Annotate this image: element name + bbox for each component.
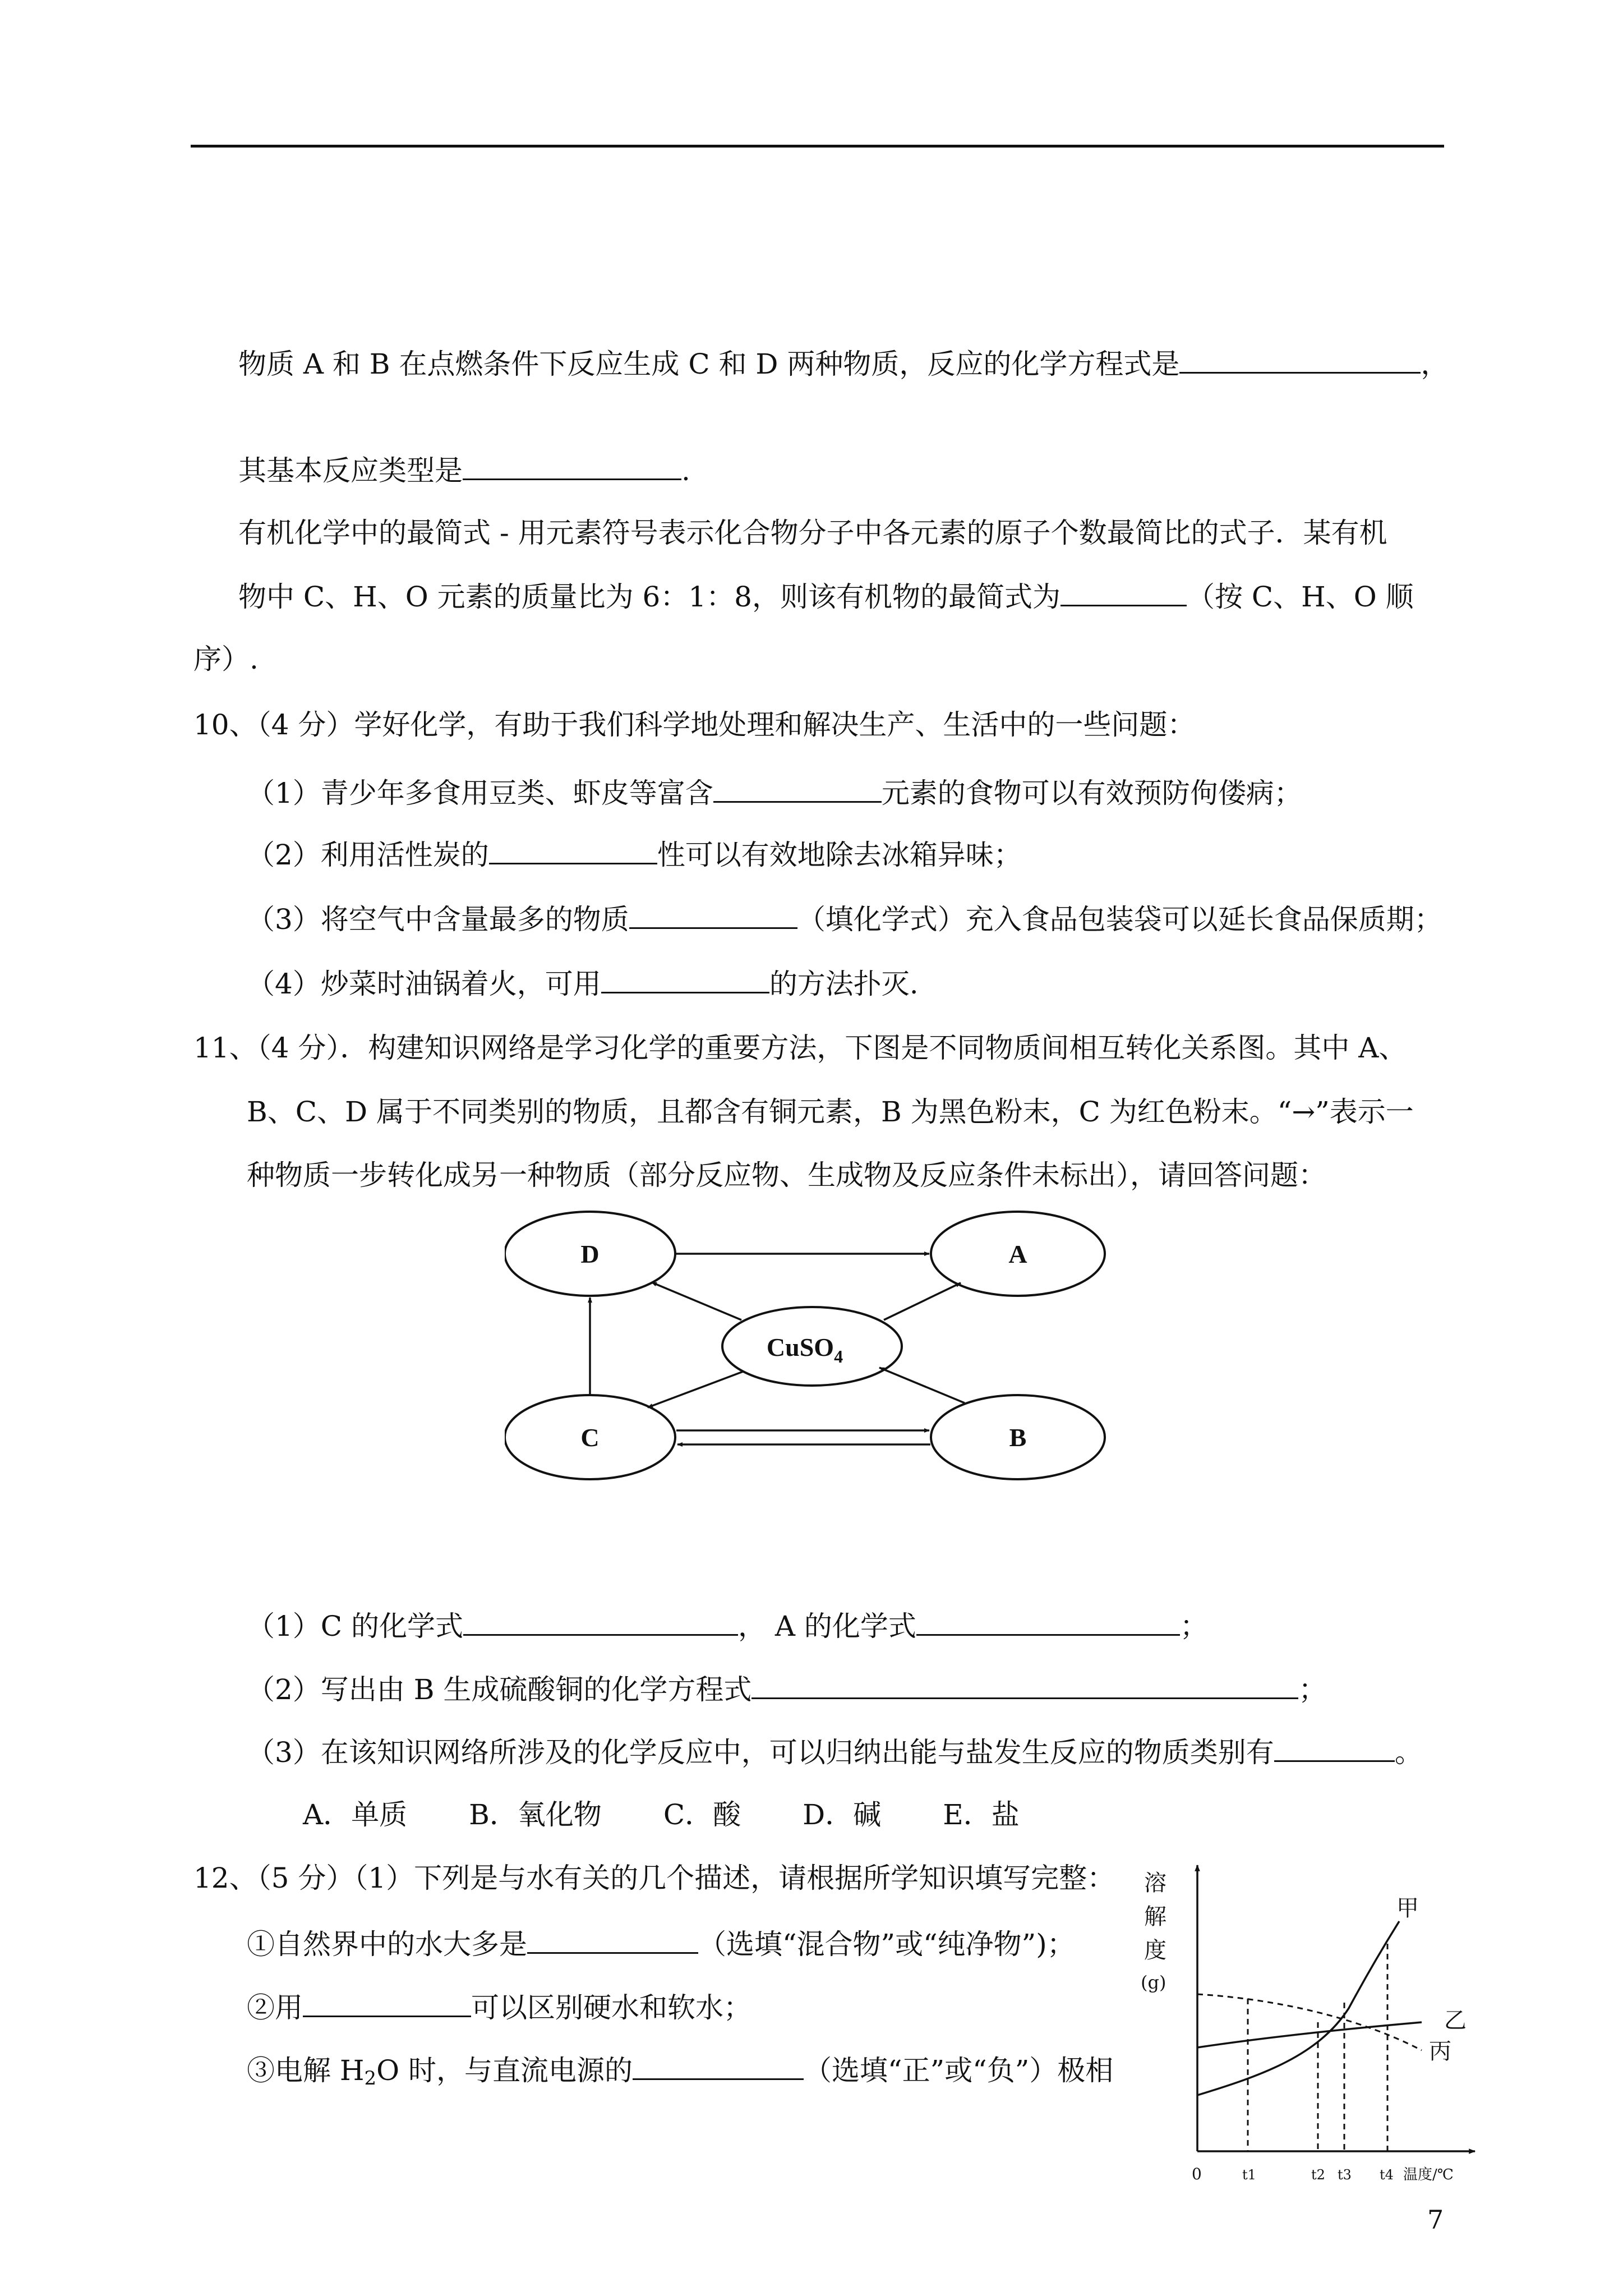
text-line-5 <box>193 642 259 676</box>
option-a[interactable]: A．单质 <box>303 1798 408 1831</box>
ylabel-2: 解 <box>1144 1904 1166 1930</box>
text-segment: ③电解 H <box>247 2054 365 2087</box>
question-12-1 <box>247 1925 1075 1961</box>
text-segment: （1）C 的化学式 <box>247 1610 463 1642</box>
text-segment: O 时，与直流电源的 <box>376 2054 633 2087</box>
answer-blank-water-type[interactable] <box>527 1925 698 1954</box>
text-line-3 <box>238 516 1387 550</box>
answer-blank-property[interactable] <box>489 836 657 864</box>
ylabel-4: (g) <box>1141 1972 1166 1993</box>
text-segment: 序）. <box>193 643 259 675</box>
text-segment: 的方法扑灭. <box>769 968 919 1000</box>
text-segment: （选填“混合物”或“纯净物”)； <box>698 1928 1075 1961</box>
question-10-4 <box>247 965 919 1001</box>
answer-blank-equation[interactable] <box>1179 345 1421 374</box>
answer-blank-a-formula[interactable] <box>916 1607 1180 1636</box>
answer-blank-reaction-type[interactable] <box>463 452 681 480</box>
text-line-4 <box>238 578 1414 614</box>
question-10-1 <box>247 774 1302 810</box>
tick-t2: t2 <box>1311 2167 1325 2183</box>
text-segment: （3）在该知识网络所涉及的化学反应中，可以归纳出能与盐发生反应的物质类别有 <box>247 1736 1274 1769</box>
tick-t4: t4 <box>1380 2167 1394 2183</box>
answer-blank-categories[interactable] <box>1274 1733 1395 1762</box>
node-cuso4-subscript: 4 <box>834 1346 843 1366</box>
question-12-3 <box>247 2051 1113 2095</box>
text-segment: 11、（4 分）．构建知识网络是学习化学的重要方法，下图是不同物质间相互转化关系图。其中 A、 <box>193 1032 1407 1064</box>
option-d[interactable]: D．碱 <box>803 1798 882 1831</box>
option-b[interactable]: B．氧化物 <box>469 1798 602 1831</box>
node-cuso4-label <box>767 1333 843 1366</box>
text-segment: ， A 的化学式 <box>737 1610 916 1642</box>
arrow-b-to-cuso4 <box>879 1368 965 1403</box>
text-segment: 有机化学中的最简式 - 用元素符号表示化合物分子中各元素的原子个数最简比的式子．某有机 <box>238 517 1387 549</box>
question-10-2 <box>247 836 1022 872</box>
text-segment: B、C、D 属于不同类别的物质，且都含有铜元素，B 为黑色粉末，C 为红色粉末。“ <box>247 1096 1292 1128</box>
text-segment: （2）利用活性炭的 <box>247 839 489 871</box>
question-11 <box>193 1031 1407 1065</box>
ylabel-3: 度 <box>1144 1938 1166 1963</box>
option-e[interactable]: E．盐 <box>943 1798 1020 1831</box>
answer-blank-c-formula[interactable] <box>463 1607 738 1636</box>
answer-blank-b-equation[interactable] <box>751 1671 1298 1699</box>
text-line-2 <box>238 452 690 487</box>
text-line-1 <box>238 345 1449 381</box>
text-segment: （按 C、H、O 顺 <box>1186 581 1414 613</box>
question-10 <box>193 708 1195 742</box>
text-segment: （3）将空气中含量最多的物质 <box>247 903 629 936</box>
node-b-label: B <box>1009 1423 1027 1452</box>
conversion-diagram <box>505 1209 1110 1523</box>
question-11-1 <box>247 1607 1208 1643</box>
text-segment: （选填“正”或“负”）极相 <box>804 2054 1114 2087</box>
curve-label-bing: 丙 <box>1429 2039 1451 2064</box>
answer-blank-method[interactable] <box>601 965 769 993</box>
text-segment: ”表示一 <box>1315 1096 1414 1128</box>
question-11-line-3 <box>247 1158 1326 1192</box>
arrow-cuso4-to-d <box>652 1282 741 1320</box>
answer-blank-formula[interactable] <box>1061 578 1187 606</box>
text-segment: ①自然界中的水大多是 <box>247 1928 527 1961</box>
curve-label-jia: 甲 <box>1396 1895 1419 1921</box>
text-segment: 。 <box>1394 1736 1423 1769</box>
question-12-2 <box>247 1989 751 2024</box>
text-segment: . <box>681 454 690 487</box>
node-d-label: D <box>580 1240 600 1268</box>
curve-label-yi: 乙 <box>1444 2008 1467 2033</box>
subscript: 2 <box>364 2067 377 2090</box>
arrow-symbol: → <box>1292 1096 1316 1128</box>
text-segment: （4）炒菜时油锅着火，可用 <box>247 968 601 1000</box>
tick-t1: t1 <box>1242 2167 1256 2183</box>
header-rule <box>191 145 1444 148</box>
tick-t3: t3 <box>1338 2167 1352 2183</box>
xlabel: 温度/℃ <box>1403 2166 1454 2183</box>
text-segment: 12、（5 分）（1）下列是与水有关的几个描述，请根据所学知识填写完整： <box>193 1862 1115 1894</box>
arrow-cuso4-to-c <box>648 1372 743 1407</box>
text-segment: 其基本反应类型是 <box>238 454 463 487</box>
answer-blank-gas[interactable] <box>629 900 797 929</box>
page-number: 7 <box>1427 2205 1444 2235</box>
answer-blank-electrode[interactable] <box>633 2051 804 2080</box>
text-segment: ②用 <box>247 1991 303 2024</box>
ylabel-1: 溶 <box>1144 1870 1166 1896</box>
question-12 <box>193 1861 1115 1895</box>
text-segment: ； <box>1298 1673 1327 1706</box>
answer-blank-element[interactable] <box>713 774 882 803</box>
answer-blank-hard-water[interactable] <box>303 1989 471 2017</box>
text-segment: ； <box>1179 1610 1208 1642</box>
question-11-3 <box>247 1733 1423 1769</box>
solubility-curve <box>1133 1854 1481 2185</box>
question-11-line-2 <box>247 1095 1414 1129</box>
text-segment: 性可以有效地除去冰箱异味； <box>657 839 1022 871</box>
option-c[interactable]: C．酸 <box>663 1798 741 1831</box>
node-cuso4-text: CuSO <box>766 1333 834 1361</box>
question-11-2 <box>247 1671 1326 1706</box>
text-segment: 可以区别硬水和软水； <box>471 1991 751 2024</box>
tick-0: 0 <box>1192 2165 1202 2183</box>
text-segment: 元素的食物可以有效预防佝偻病； <box>881 777 1302 809</box>
node-c-label: C <box>580 1423 600 1452</box>
node-a-label: A <box>1008 1240 1027 1268</box>
text-segment: 物质 A 和 B 在点燃条件下反应生成 C 和 D 两种物质，反应的化学方程式是 <box>238 348 1180 380</box>
arrow-cuso4-to-a <box>884 1283 961 1320</box>
question-10-3 <box>247 900 1442 936</box>
text-segment: ， <box>1421 348 1449 380</box>
question-11-options <box>303 1798 1020 1832</box>
text-segment: （2）写出由 B 生成硫酸铜的化学方程式 <box>247 1673 752 1706</box>
text-segment: 种物质一步转化成另一种物质（部分反应物、生成物及反应条件未标出），请回答问题： <box>247 1159 1326 1191</box>
text-segment: 10、（4 分）学好化学，有助于我们科学地处理和解决生产、生活中的一些问题： <box>193 708 1196 741</box>
text-segment: （1）青少年多食用豆类、虾皮等富含 <box>247 777 713 809</box>
text-segment: （填化学式）充入食品包装袋可以延长食品保质期； <box>797 903 1442 936</box>
text-segment: 物中 C、H、O 元素的质量比为 6：1：8，则该有机物的最简式为 <box>238 581 1061 613</box>
